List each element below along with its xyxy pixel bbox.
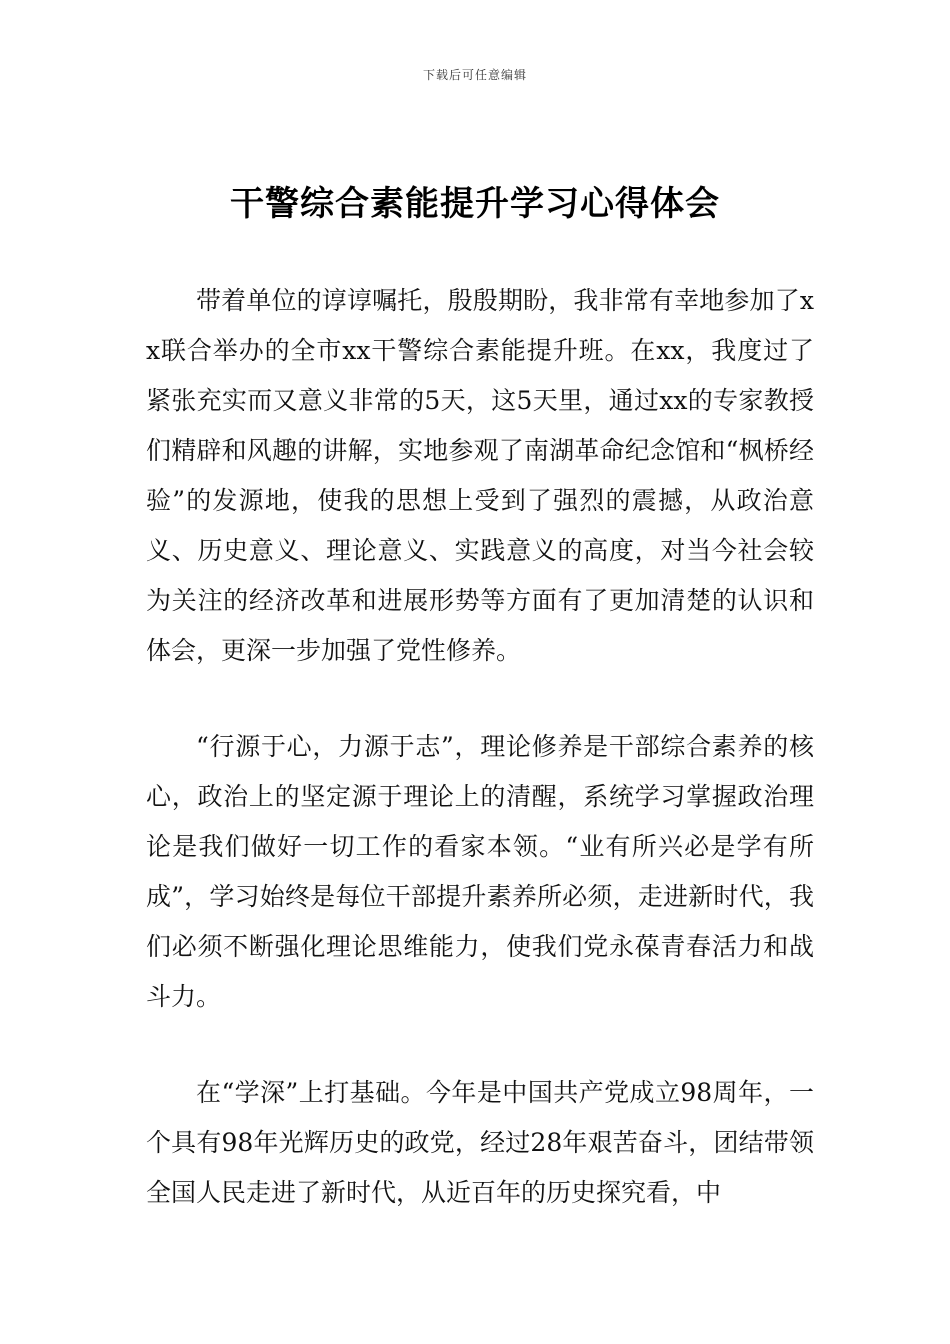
document-title: 干警综合素能提升学习心得体会 [230,184,720,224]
paragraph-2: “行源于心，力源于志”，理论修养是干部综合素养的核心，政治上的坚定源于理论上的清醒，系统学习掌握政治理论是我们做好一切工作的看家本领。“业有所兴必是学有所成”，学习始终是每位干部提升素养所必须，走进新时代，我们必须不断强化理论思维能力，使我们党永葆青春活力和战斗力。 [146,732,814,1011]
header-note: 下载后可任意编辑 [422,68,527,82]
paragraph-3: 在“学深”上打基础。今年是中国共产党成立98周年，一个具有98年光辉历史的政党，经过28年艰苦奋斗，团结带领全国人民走进了新时代，从近百年的历史探究看，中 [146,1078,814,1207]
paragraph-1: 带着单位的谆谆嘱托，殷殷期盼，我非常有幸地参加了xx联合举办的全市xx干警综合素能提升班。在xx，我度过了紧张充实而又意义非常的5天，这5天里，通过xx的专家教授们精辟和风趣的讲解，实地参观了南湖革命纪念馆和“枫桥经验”的发源地，使我的思想上受到了强烈的震撼，从政治意义、历史意义、理论意义、实践意义的高度，对当今社会较为关注的经济改革和进展形势等方面有了更加清楚的认识和体会，更深一步加强了党性修养。 [146,286,814,665]
